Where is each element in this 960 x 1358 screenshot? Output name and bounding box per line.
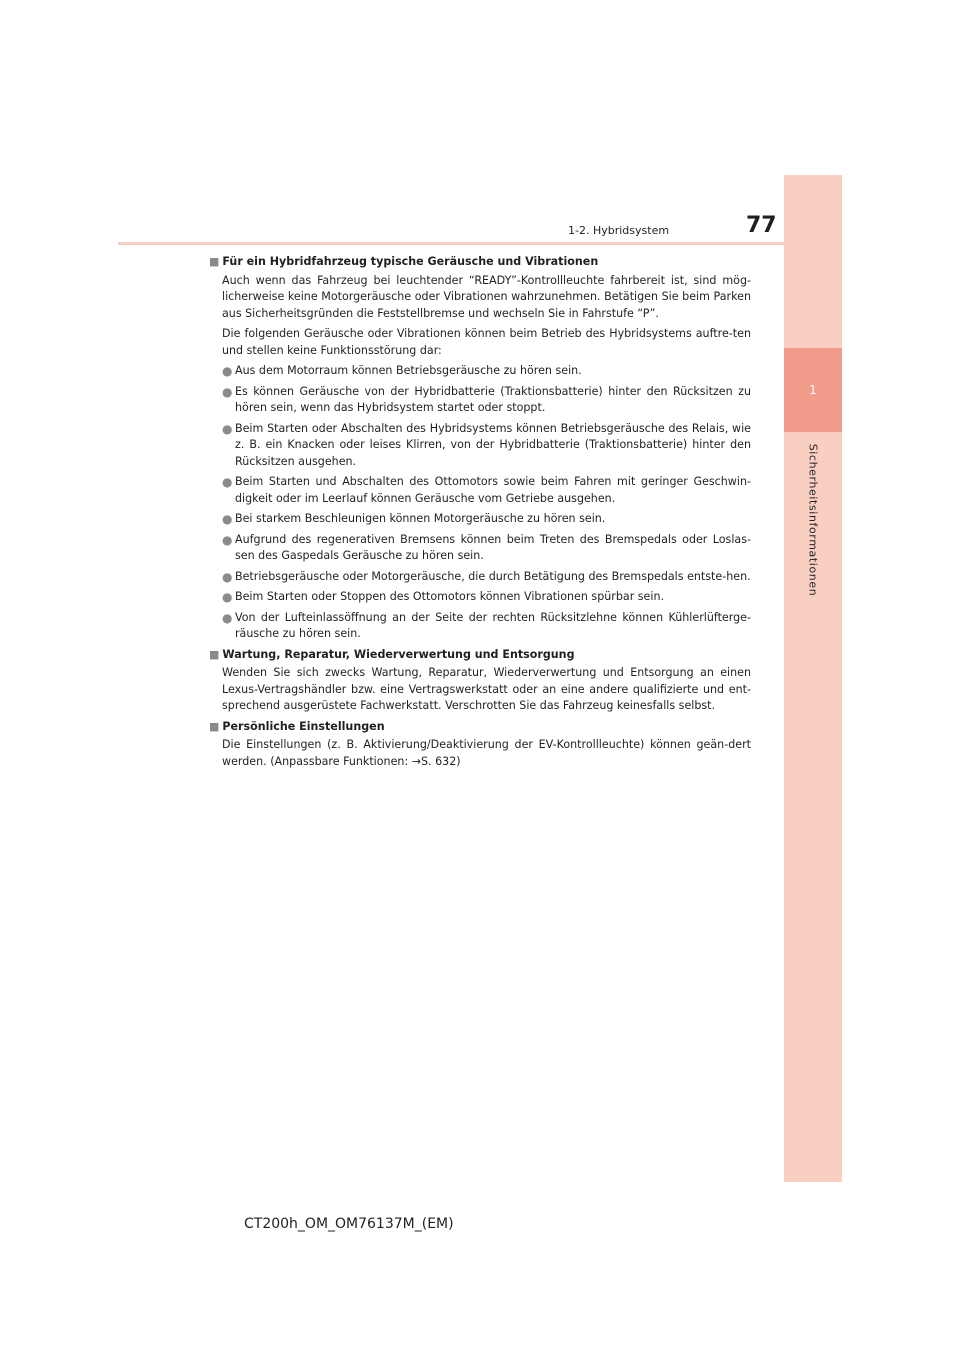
- chapter-number: 1: [809, 383, 817, 397]
- section-title: 1-2. Hybridsystem: [568, 224, 670, 237]
- list-item: ● Beim Starten oder Abschalten des Hybridsystems können Betriebsgeräusche des Relais, wie z. B. ein Knacken oder leises Klirren, von der Hybridbatterie (Traktionsbatterie) hinter den Rücksitzen ausgehen.: [209, 421, 751, 471]
- paragraph: Die folgenden Geräusche oder Vibrationen können beim Betrieb des Hybridsystems auftre-ten und stellen keine Funktionsstörung dar:: [222, 327, 751, 357]
- side-tab: [784, 175, 842, 1182]
- list-item: ● Bei starkem Beschleunigen können Motorgeräusche zu hören sein.: [222, 512, 606, 526]
- page-content: [209, 254, 751, 774]
- document-code: CT200h_OM_OM76137M_(EM): [244, 1216, 454, 1232]
- paragraph: Auch wenn das Fahrzeug bei leuchtender “READY”-Kontrollleuchte fahrbereit ist, sind mög-licherweise keine Motorgeräusche oder Vibrationen wahrzunehmen. Betätigen Sie beim Parken aus Sicherheitsgründen die Feststellbremse und wechseln Sie in Fahrstufe “P”.: [222, 273, 751, 320]
- list-item: ● Aus dem Motorraum können Betriebsgeräusche zu hören sein.: [222, 364, 582, 378]
- circle-bullet-icon: ●: [222, 384, 233, 399]
- circle-bullet-icon: ●: [222, 421, 233, 436]
- header-rule: [118, 242, 784, 245]
- chapter-number-tab: [784, 348, 842, 432]
- list-item: ● Von der Lufteinlassöffnung an der Seite der rechten Rücksitzlehne können Kühlerlüfterge-räusche zu hören sein.: [209, 610, 751, 643]
- section-heading: ■ Persönliche Einstellungen: [209, 719, 751, 736]
- list-item: ● Betriebsgeräusche oder Motorgeräusche, die durch Betätigung des Bremspedals entste-hen.: [222, 569, 751, 584]
- circle-bullet-icon: ●: [222, 590, 233, 604]
- square-bullet-icon: ■: [209, 647, 220, 661]
- square-bullet-icon: ■: [209, 719, 220, 733]
- list-item: ● Beim Starten oder Stoppen des Ottomotors können Vibrationen spürbar sein.: [222, 590, 665, 604]
- circle-bullet-icon: ●: [222, 532, 233, 547]
- circle-bullet-icon: ●: [222, 569, 233, 584]
- circle-bullet-icon: ●: [222, 475, 233, 489]
- paragraph: Die Einstellungen (z. B. Aktivierung/Deaktivierung der EV-Kontrollleuchte) können geän-dert werden. (Anpassbare Funktionen: →S. 632): [222, 738, 751, 768]
- page-number: 77: [746, 213, 777, 238]
- square-bullet-icon: ■: [209, 255, 220, 268]
- circle-bullet-icon: ●: [222, 364, 233, 378]
- chapter-title: Sicherheitsinformationen: [806, 443, 820, 597]
- list-item: ● Es können Geräusche von der Hybridbatterie (Traktionsbatterie) hinter den Rücksitzen zu hören sein, wenn das Hybridsystem startet oder stoppt.: [209, 384, 751, 417]
- list-item: ● Beim Starten und Abschalten des Ottomotors sowie beim Fahren mit geringer Geschwin-digkeit oder im Leerlauf können Geräusche vom Getriebe ausgehen.: [209, 474, 751, 507]
- circle-bullet-icon: ●: [222, 512, 233, 526]
- list-item: ● Aufgrund des regenerativen Bremsens können beim Treten des Bremspedals oder Loslas-sen des Gaspedals Geräusche zu hören sein.: [209, 532, 751, 565]
- section-heading: ■ Wartung, Reparatur, Wiederverwertung und Entsorgung: [209, 647, 751, 664]
- section-heading: ■ Für ein Hybridfahrzeug typische Geräusche und Vibrationen: [209, 254, 751, 271]
- paragraph: Wenden Sie sich zwecks Wartung, Reparatur, Wiederverwertung und Entsorgung an einen Lexus-Vertragshändler bzw. eine Vertragswerkstatt oder an eine andere qualifizierte und ent-sprechend ausgerüstete Fachwerkstatt. Verschrotten Sie das Fahrzeug keinesfalls selbst.: [222, 666, 751, 712]
- circle-bullet-icon: ●: [222, 610, 233, 625]
